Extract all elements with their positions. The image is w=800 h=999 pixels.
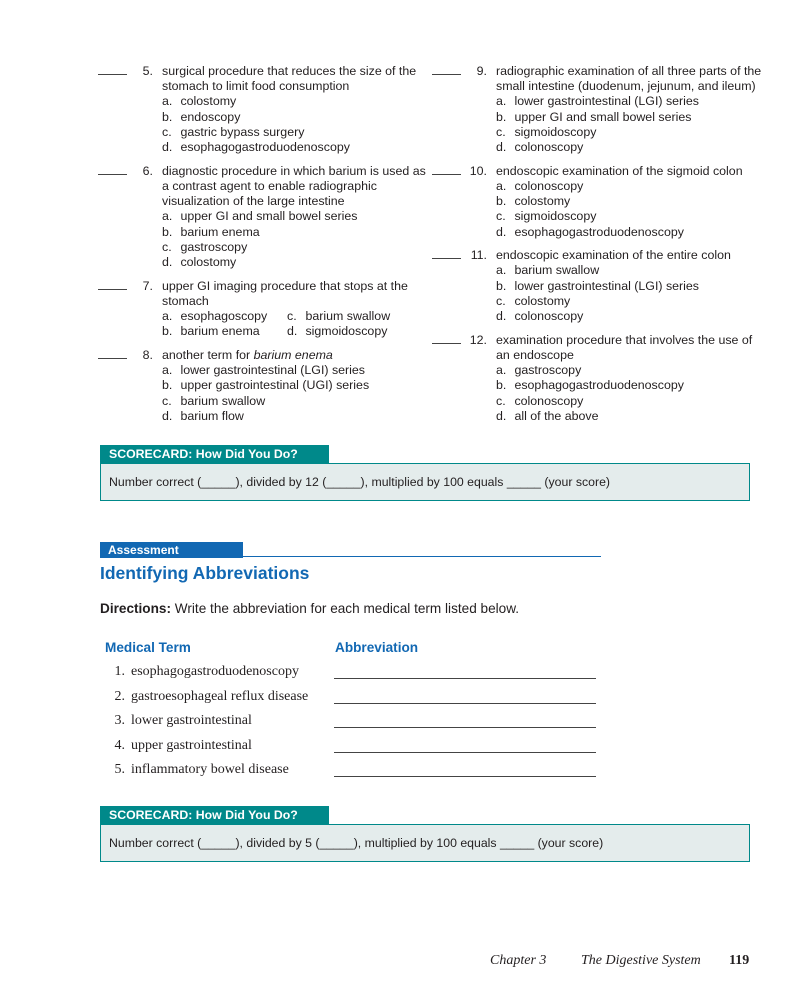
section-title: Identifying Abbreviations <box>100 563 310 583</box>
question-stem: examination procedure that involves the use of an endoscope <box>496 332 753 362</box>
option-c: c. sigmoidoscopy <box>496 209 597 224</box>
option-a: a. barium swallow <box>496 263 600 278</box>
scorecard-title: SCORECARD: How Did You Do? <box>100 445 329 463</box>
question-number: 9. <box>476 64 487 78</box>
option-d: d. esophagogastroduodenoscopy <box>162 140 350 155</box>
medical-term: lower gastrointestinal <box>131 713 252 728</box>
question-stem: surgical procedure that reduces the size of the stomach to limit food consumption <box>162 64 417 94</box>
assessment-header-bar <box>100 541 601 557</box>
scorecard-1 <box>100 445 750 501</box>
question-8 <box>98 348 428 424</box>
option-d: d. barium flow <box>162 408 244 423</box>
option-a: a. colostomy <box>162 94 237 109</box>
question-number: 7. <box>142 278 153 293</box>
abbreviation-answer-line[interactable] <box>334 703 596 704</box>
option-a: a. upper GI and small bowel series <box>162 209 358 224</box>
abbreviation-list <box>105 664 605 787</box>
option-c: c. barium swallow <box>287 309 391 324</box>
list-item: 1. esophagogastroduodenoscopy <box>105 664 605 689</box>
option-b: b. upper gastrointestinal (UGI) series <box>162 378 370 393</box>
abbreviation-answer-line[interactable] <box>334 776 596 777</box>
page-number: 119 <box>729 953 750 968</box>
answer-blank[interactable] <box>98 358 127 359</box>
option-a: a. lower gastrointestinal (LGI) series <box>496 94 700 109</box>
question-12 <box>432 333 762 424</box>
option-a: a. colonoscopy <box>496 178 584 193</box>
option-b: b. barium enema <box>162 324 260 339</box>
option-d: d. sigmoidoscopy <box>287 324 388 339</box>
list-item: 5. inflammatory bowel disease <box>105 762 605 787</box>
question-stem: endoscopic examination of the sigmoid colon <box>496 163 743 178</box>
chapter-title: The Digestive System <box>581 953 701 968</box>
scorecard-2 <box>100 806 750 862</box>
option-c: c. colonoscopy <box>496 393 584 408</box>
question-10 <box>432 164 762 240</box>
question-11 <box>432 248 762 324</box>
option-a: a. lower gastrointestinal (LGI) series <box>162 363 366 378</box>
option-d: d. esophagogastroduodenoscopy <box>496 224 684 239</box>
question-stem: endoscopic examination of the entire colon <box>496 248 731 263</box>
option-c: c. colostomy <box>496 293 571 308</box>
option-a: a. gastroscopy <box>496 363 582 378</box>
question-number: 11. <box>470 248 487 263</box>
question-number: 8. <box>142 347 153 362</box>
chapter-label: Chapter 3 <box>490 953 547 968</box>
abbreviation-answer-line[interactable] <box>334 752 596 753</box>
column-header-abbreviation: Abbreviation <box>335 640 419 655</box>
option-c: c. gastric bypass surgery <box>162 124 305 139</box>
directions: Directions: Write the abbreviation for each medical term listed below. <box>100 601 520 616</box>
option-c: c. barium swallow <box>162 393 266 408</box>
option-c: c. sigmoidoscopy <box>496 124 597 139</box>
answer-blank[interactable] <box>98 74 127 75</box>
question-stem: another term for barium enema <box>162 347 333 362</box>
scorecard-formula[interactable]: Number correct (_____), divided by 12 (_____), multiplied by 100 equals _____ (your score) <box>100 463 750 501</box>
option-d: d. colonoscopy <box>496 309 584 324</box>
medical-term: inflammatory bowel disease <box>131 762 289 777</box>
questions-right-column <box>432 64 762 432</box>
medical-term: gastroesophageal reflux disease <box>131 688 309 704</box>
option-b: b. lower gastrointestinal (LGI) series <box>496 278 700 293</box>
option-b: b. barium enema <box>162 224 260 239</box>
question-stem: radiographic examination of all three parts of the small intestine (duodenum, jejunum, and ileum) <box>496 64 762 94</box>
column-header-medical-term: Medical Term <box>105 640 191 655</box>
medical-term: esophagogastroduodenoscopy <box>131 664 299 679</box>
answer-blank[interactable] <box>98 289 127 290</box>
option-d: d. colonoscopy <box>496 140 584 155</box>
scorecard-title: SCORECARD: How Did You Do? <box>100 806 329 824</box>
answer-blank[interactable] <box>432 174 461 175</box>
abbreviation-answer-line[interactable] <box>334 727 596 728</box>
option-b: b. colostomy <box>496 194 571 209</box>
question-number: 6. <box>142 163 153 178</box>
question-5 <box>98 64 428 155</box>
list-item: 3. lower gastrointestinal <box>105 713 605 738</box>
question-number: 12. <box>469 332 487 347</box>
option-d: d. colostomy <box>162 254 237 269</box>
question-7 <box>98 279 428 340</box>
answer-blank[interactable] <box>98 174 127 175</box>
question-9 <box>432 64 762 155</box>
scorecard-formula[interactable]: Number correct (_____), divided by 5 (_____), multiplied by 100 equals _____ (your score) <box>100 824 750 862</box>
assessment-tag: Assessment <box>100 542 243 558</box>
abbreviation-answer-line[interactable] <box>334 678 596 679</box>
list-item: 2. gastroesophageal reflux disease <box>105 689 605 714</box>
question-6 <box>98 164 428 270</box>
questions-left-column <box>98 64 428 432</box>
answer-blank[interactable] <box>432 258 461 259</box>
question-stem: upper GI imaging procedure that stops at the stomach <box>162 278 408 308</box>
question-number: 10. <box>469 163 487 178</box>
answer-blank[interactable] <box>432 74 461 75</box>
option-b: b. endoscopy <box>162 109 241 124</box>
option-b: b. upper GI and small bowel series <box>496 109 692 124</box>
question-stem: diagnostic procedure in which barium is used as a contrast agent to enable radiographic visualization of the large intestine <box>162 163 426 209</box>
list-item: 4. upper gastrointestinal <box>105 738 605 763</box>
option-a: a. esophagoscopy <box>162 309 268 324</box>
question-number: 5. <box>142 64 153 78</box>
answer-blank[interactable] <box>432 343 461 344</box>
option-b: b. esophagogastroduodenoscopy <box>496 378 684 393</box>
option-c: c. gastroscopy <box>162 239 248 254</box>
option-d: d. all of the above <box>496 408 599 423</box>
medical-term: upper gastrointestinal <box>131 737 252 753</box>
